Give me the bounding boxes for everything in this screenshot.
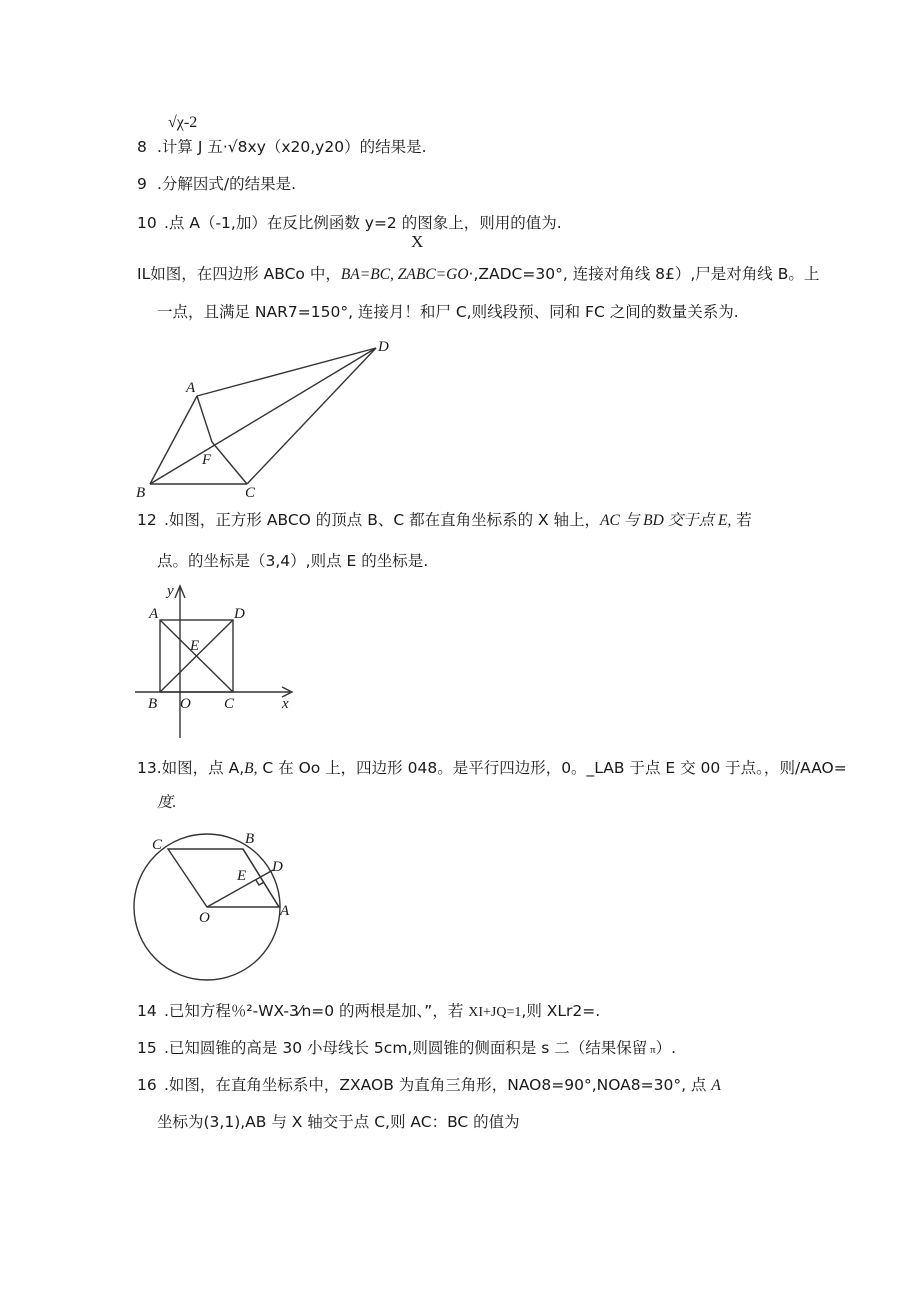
question-number: 16 [137,1076,157,1094]
question-text-italic: BA=BC, ZABC=GO [340,266,469,283]
question-text: .分解因式/的结果是. [157,175,297,193]
question-text: 如图，在四边形 ABCo 中， [150,265,341,283]
label-f: F [202,452,212,468]
question-text: .如图，在直角坐标系中，ZXAOB 为直角三角形，NAO8=90°,NOA8=30°, 点 [164,1076,712,1094]
label-x: x [282,696,289,712]
label-d: D [234,606,245,622]
label-e: E [237,868,247,884]
question-number: IL [137,265,151,283]
question-text-formula: XI+JQ=1 [468,1005,522,1020]
question-12-line2: 点。的坐标是（3,4）,则点 E 的坐标是. [157,552,429,570]
label-o: O [199,910,210,926]
label-e: E [190,638,200,654]
question-16 [137,1075,721,1096]
question-text: 若 [731,511,752,529]
question-8 [137,137,427,157]
question-11-line2: 一点，且满足 NAR7=150°, 连接月！和尸 C,则线段预、同和 FC 之间的数量关系为. [157,303,739,321]
question-11 [137,264,819,285]
question-number: 14 [137,1002,157,1020]
question-12 [137,510,752,531]
label-c: C [224,696,235,712]
question-13 [137,758,847,779]
question-14 [137,1001,600,1023]
question-text-italic: AC 与 BD 交于点 E, [600,512,732,529]
label-b: B [245,831,255,847]
question-text: .如图，正方形 ABCO 的顶点 B、C 都在直角坐标系的 X 轴上， [164,511,601,529]
question-number: 10 [137,214,157,232]
label-c: C [152,837,163,853]
question-13-line2: 度. [157,794,177,811]
pi-symbol: π [647,1044,656,1056]
label-y: y [167,583,174,599]
top-fragment: √χ-2 [168,114,198,131]
question-number: 13 [137,759,157,777]
label-b: B [148,696,158,712]
question-text: .点 A（-1,加）在反比例函数 y=2 的图象上，则用的值为. [164,214,562,232]
question-number: 15 [137,1039,157,1057]
question-text: ）. [655,1039,677,1057]
label-d: D [272,859,283,875]
label-b: B [136,485,146,501]
question-9 [137,174,296,194]
question-text-italic: A [711,1077,721,1094]
label-a: A [186,380,196,396]
question-text: C 在 Oo 上，四边形 048。是平行四边形，0。_LAB 于点 E 交 00 于点。，则/AAO= [257,759,847,777]
label-a: A [149,606,159,622]
question-text: ,则 XLr2=. [521,1002,601,1020]
question-text: .计算 J 五·√8xy（x20,y20）的结果是. [157,138,427,156]
question-text: .如图，点 A, [156,759,245,777]
question-16-line2: 坐标为(3,1),AB 与 X 轴交于点 C,则 AC：BC 的值为 [157,1113,520,1131]
question-15 [137,1038,676,1060]
circle-parallelogram-figure [125,823,300,988]
label-a: A [280,903,290,919]
question-text: .已知方程％²-WX-3⁄n=0 的两根是加、”，若 [164,1002,469,1020]
square-coordinate-figure [130,578,300,743]
question-number: 12 [137,511,157,529]
quadrilateral-figure [130,336,400,506]
question-10 [137,213,562,233]
question-number: 8 [137,138,147,156]
question-number: 9 [137,175,147,193]
question-text: ·,ZADC=30°, 连接对角线 8£）,尸是对角线 B。上 [468,265,820,283]
label-o: O [180,696,191,712]
fraction-denominator: X [411,232,424,251]
question-text: .已知圆锥的高是 30 小母线长 5cm,则圆锥的侧面积是 s 二（结果保留 [164,1039,648,1057]
label-c: C [245,485,256,501]
question-text-italic: B, [244,760,258,777]
label-d: D [378,339,389,355]
